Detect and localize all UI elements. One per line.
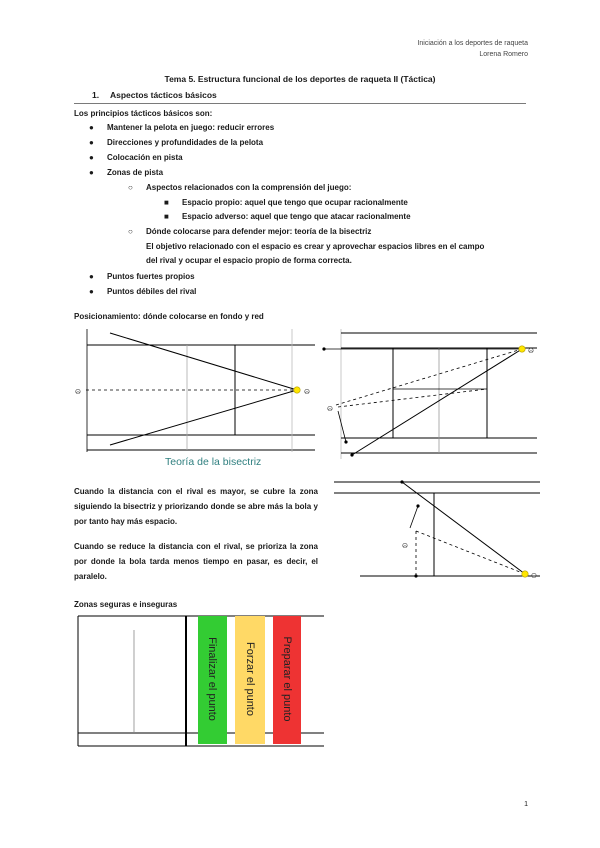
bisector-diagram	[60, 327, 322, 472]
objective-line-1: El objetivo relacionado con el espacio es crear y aprovechar espacios libres en el campo	[146, 242, 485, 251]
ball-icon	[294, 387, 300, 393]
page-number: 1	[524, 801, 528, 808]
intro-text: Los principios tácticos básicos son:	[74, 109, 213, 118]
header-author: Lorena Romero	[479, 51, 528, 58]
header-course: Iniciación a los deportes de raqueta	[417, 40, 528, 47]
list-item: ● Puntos débiles del rival	[89, 285, 196, 300]
bullet-icon: ●	[89, 272, 94, 281]
circle-bullet-icon: ○	[128, 227, 133, 236]
square-bullet-icon: ■	[164, 198, 169, 207]
section-label: Aspectos tácticos básicos	[110, 90, 217, 100]
sub-sub-list-item: ■ Espacio adverso: aquel que tengo que atacar racionalmente	[164, 210, 411, 225]
sub-sub-list-item: ■ Espacio propio: aquel que tengo que ocupar racionalmente	[164, 196, 408, 211]
sub-list-item: ○ Dónde colocarse para defender mejor: teoría de la bisectriz	[128, 225, 371, 240]
section-divider	[74, 103, 526, 104]
bullet-icon: ●	[89, 287, 94, 296]
bullet-icon: ●	[89, 153, 94, 162]
bullet-icon: ●	[89, 123, 94, 132]
player-left-icon: ဓ	[75, 385, 82, 397]
player-right-icon: ဓ	[304, 385, 311, 397]
list-item: ● Zonas de pista	[89, 166, 163, 181]
player-right-icon: ဓ	[528, 344, 535, 356]
bisector-explanation: Cuando la distancia con el rival es mayor, se cubre la zona siguiendo la bisectriz y priorizando donde se abre más la bola y por tanto hay más espacio.	[74, 487, 318, 526]
bullet-icon: ●	[89, 168, 94, 177]
positioning-heading: Posicionamiento: dónde colocarse en fondo y red	[74, 312, 264, 321]
list-item: ● Colocación en pista	[89, 151, 183, 166]
zone-finish	[198, 616, 227, 744]
square-bullet-icon: ■	[164, 212, 169, 221]
section-number: 1.	[92, 90, 100, 100]
ball-icon	[522, 571, 528, 577]
zone-finish-label: Finalizar el punto	[206, 637, 218, 721]
section-heading	[92, 90, 217, 100]
list-item: ● Direcciones y profundidades de la pelota	[89, 136, 263, 151]
baseline-diagram	[322, 327, 544, 462]
zone-force	[235, 616, 265, 744]
zone-prepare	[273, 616, 301, 744]
zone-prepare-label: Preparar el punto	[281, 636, 293, 722]
zone-force-label: Forzar el punto	[244, 642, 256, 716]
net-diagram	[332, 476, 544, 586]
zones-heading: Zonas seguras e inseguras	[74, 600, 178, 609]
circle-bullet-icon: ○	[128, 183, 133, 192]
parallel-explanation: Cuando se reduce la distancia con el rival, se prioriza la zona por donde la bola tarda menos tiempo en pasar, es decir, el paralelo.	[74, 542, 318, 581]
diagram-caption: Teoría de la bisectriz	[165, 456, 262, 468]
objective-line-2: del rival y ocupar el espacio propio de forma correcta.	[146, 256, 352, 265]
player-right-icon: ဓ	[531, 569, 538, 581]
list-item: ● Puntos fuertes propios	[89, 270, 195, 285]
player-left-icon: ဓ	[327, 402, 334, 414]
sub-list-item: ○ Aspectos relacionados con la comprensión del juego:	[128, 181, 351, 196]
list-item: ● Mantener la pelota en juego: reducir errores	[89, 121, 274, 136]
bullet-icon: ●	[89, 138, 94, 147]
player-net-icon: ဓ	[402, 539, 409, 551]
page-title: Tema 5. Estructura funcional de los deportes de raqueta II (Táctica)	[164, 74, 436, 84]
ball-icon	[519, 346, 525, 352]
